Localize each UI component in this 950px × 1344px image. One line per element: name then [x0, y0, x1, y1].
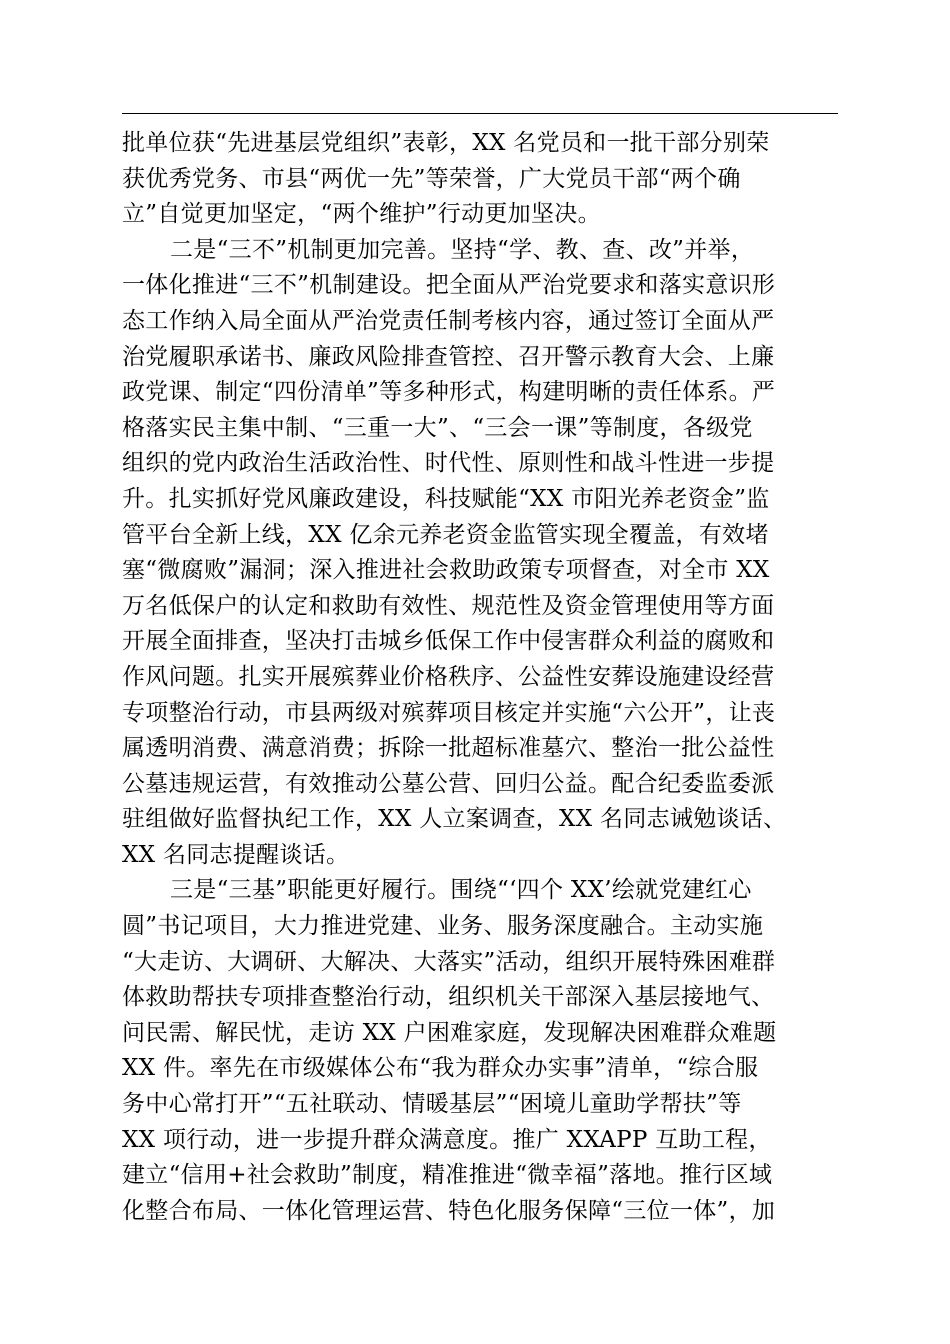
body-text [122, 126, 838, 1229]
text-line: 获优秀党务、市县“两优一先”等荣誉，广大党员干部“两个确 [122, 165, 741, 192]
text-line: 升。扎实抓好党风廉政建设，科技赋能“XX 市阳光养老资金”监 [122, 485, 770, 512]
text-line: 圆”书记项目，大力推进党建、业务、服务深度融合。主动实施 [122, 913, 764, 940]
text-line: XX 件。率先在市级媒体公布“我为群众办实事”清单，“综合服 [122, 1055, 759, 1082]
text-line: 格落实民主集中制、“三重一大”、“三会一课”等制度，各级党 [122, 414, 753, 441]
text-line: 态工作纳入局全面从严治党责任制考核内容，通过签订全面从严 [122, 307, 775, 334]
text-line: 政党课、制定“四份清单”等多种形式，构建明晰的责任体系。严 [122, 379, 776, 406]
text-line: “大走访、大调研、大解决、大落实”活动，组织开展特殊困难群 [122, 948, 776, 975]
text-line: 体救助帮扶专项排查整治行动，组织机关干部深入基层接地气、 [122, 984, 775, 1011]
header-rule [122, 113, 838, 114]
paragraph-start-line: 三是“三基”职能更好履行。围绕“‘四个 XX’绘就党建红心 [170, 877, 752, 904]
text-line: 公墓违规运营，有效推动公墓公营、回归公益。配合纪委监委派 [122, 770, 775, 797]
text-line: 专项整治行动，市县两级对殡葬项目核定并实施“六公开”，让丧 [122, 699, 776, 726]
text-line: XX 项行动，进一步提升群众满意度。推广 XXAPP 互助工程， [122, 1126, 772, 1153]
text-line: 开展全面排查，坚决打击城乡低保工作中侵害群众利益的腐败和 [122, 628, 775, 655]
text-line: 治党履职承诺书、廉政风险排查管控、召开警示教育大会、上廉 [122, 343, 775, 370]
text-line: 立”自觉更加坚定，“两个维护”行动更加坚决。 [122, 201, 601, 228]
text-line: 一体化推进“三不”机制建设。把全面从严治党要求和落实意识形 [122, 272, 776, 299]
text-line: 作风问题。扎实开展殡葬业价格秩序、公益性安葬设施建设经营 [122, 663, 775, 690]
text-line: 化整合布局、一体化管理运营、特色化服务保障“三位一体”，加 [122, 1197, 776, 1224]
paragraph-start-line: 二是“三不”机制更加完善。坚持“学、教、查、改”并举， [170, 236, 755, 263]
text-line: 批单位获“先进基层党组织”表彰，XX 名党员和一批干部分别荣 [122, 130, 770, 156]
text-line: 管平台全新上线，XX 亿余元养老资金监管实现全覆盖，有效堵 [122, 521, 769, 548]
text-line: 万名低保户的认定和救助有效性、规范性及资金管理使用等方面 [122, 592, 775, 619]
text-line: 塞“微腐败”漏洞；深入推进社会救助政策专项督查，对全市 XX [122, 557, 770, 584]
text-line: 务中心常打开”“五社联动、情暖基层”“困境儿童助学帮扶”等 [122, 1091, 742, 1118]
text-line: 建立“信用+社会救助”制度，精准推进“微幸福”落地。推行区域 [122, 1162, 773, 1189]
text-line: 属透明消费、满意消费；拆除一批超标准墓穴、整治一批公益性 [122, 735, 775, 762]
text-line: 问民需、解民忧，走访 XX 户困难家庭，发现解决困难群众难题 [122, 1019, 777, 1046]
text-line: 驻组做好监督执纪工作，XX 人立案调查，XX 名同志诫勉谈话、 [122, 806, 787, 833]
text-line: XX 名同志提醒谈话。 [122, 841, 350, 868]
text-line: 组织的党内政治生活政治性、时代性、原则性和战斗性进一步提 [122, 450, 775, 477]
